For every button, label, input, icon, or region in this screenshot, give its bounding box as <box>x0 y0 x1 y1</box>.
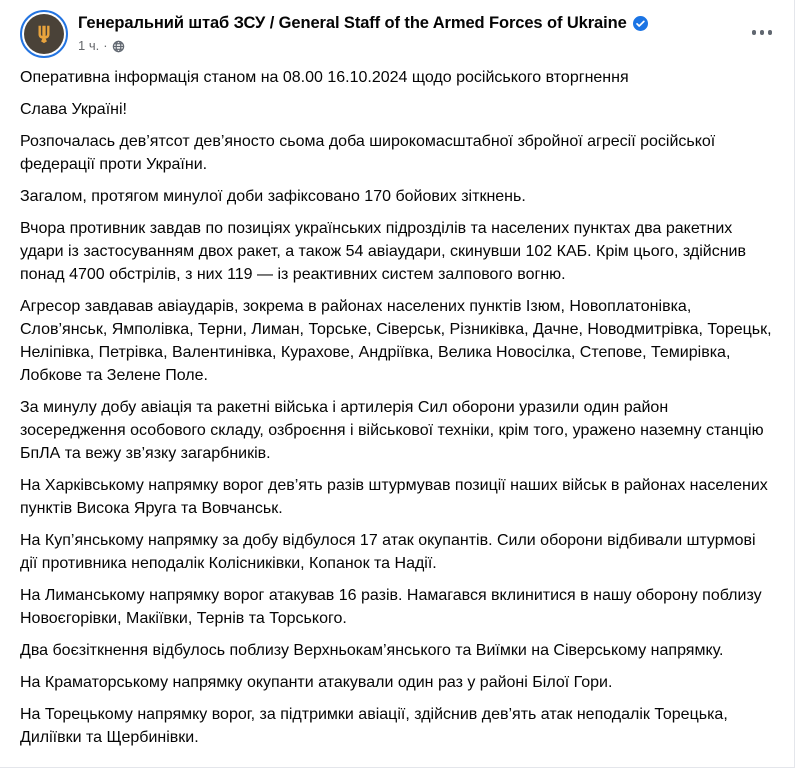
post-paragraph: Вчора противник завдав по позиціях українських підрозділів та населених пунктах два ракетних удари із застосуванням двох ракет, а також 54 авіаудари, скинувши 102 КАБ. Крім цього, здійснив понад 4700 обстрілів, з них 119 — із реактивних систем залпового вогню. <box>20 220 746 283</box>
post-paragraph: На Краматорському напрямку окупанти атакували один раз у районі Білої Гори. <box>20 674 613 691</box>
post-paragraph: Слава Україні! <box>20 101 127 118</box>
post-paragraph: На Лиманському напрямку ворог атакував 16 разів. Намагався вклинитися в нашу оборону поблизу Новоєгорівки, Макіївки, Тернів та Торського. <box>20 587 762 627</box>
post-paragraph: Загалом, протягом минулої доби зафіксовано 170 бойових зіткнень. <box>20 188 526 205</box>
trident-icon <box>33 23 55 45</box>
post-paragraph: На Торецькому напрямку ворог, за підтримки авіації, здійснив дев’ять атак неподалік Торецька, Диліївки та Щербинівки. <box>20 706 728 746</box>
meta-separator: · <box>103 38 108 53</box>
post-paragraph: На Куп’янському напрямку за добу відбулося 17 атак окупантів. Сили оборони відбивали штурмові дії противника неподалік Колісниківки, Копанок та Надії. <box>20 532 756 572</box>
timestamp: 1 ч. <box>78 38 100 53</box>
post-paragraph: Агресор завдавав авіаударів, зокрема в районах населених пунктів Ізюм, Новоплатонівка, Слов’янськ, Ямполівка, Терни, Лиман, Торське, Сіверськ, Різниківка, Дачне, Новодмитрівка, Торецьк, Неліпівка, Петрівка, Валентинівка, Курахове, Андріївка, Велика Новосілка, Степове, Темирівка, Лобкове та Зелене Поле. <box>20 298 772 384</box>
post-paragraph: Розпочалась дев’ятсот дев’яносто сьома доба широкомасштабної збройної агресії російської федерації проти України. <box>20 133 716 173</box>
post-paragraph: За минулу добу авіація та ракетні війська і артилерія Сил оборони уразили один район зосередження особового складу, озброєння і військової техніки, крім того, уражено наземну станцію БпЛА та вежу зв’язку загарбників. <box>20 399 764 462</box>
post-header <box>0 0 794 58</box>
post-body <box>0 58 794 749</box>
verified-badge-icon <box>633 16 648 31</box>
post-paragraph: Оперативна інформація станом на 08.00 16.10.2024 щодо російського вторгнення <box>20 69 629 86</box>
page-avatar[interactable] <box>20 10 68 58</box>
post-paragraph: На Харківському напрямку ворог дев’ять разів штурмував позиції наших військ в районах населених пунктів Висока Яруга та Вовчанськ. <box>20 477 768 517</box>
post-paragraph: Два боєзіткнення відбулось поблизу Верхньокам’янського та Виїмки на Сіверському напрямку. <box>20 642 724 659</box>
avatar-background <box>24 14 64 54</box>
page-name-label: Генеральний штаб ЗСУ / General Staff of the Armed Forces of Ukraine <box>78 14 627 32</box>
three-dots-icon <box>752 30 773 35</box>
post-options-button[interactable] <box>744 16 781 49</box>
post-meta[interactable] <box>78 38 744 54</box>
globe-icon <box>112 40 125 53</box>
header-text-block <box>78 10 744 54</box>
page-name-link[interactable] <box>78 13 744 33</box>
